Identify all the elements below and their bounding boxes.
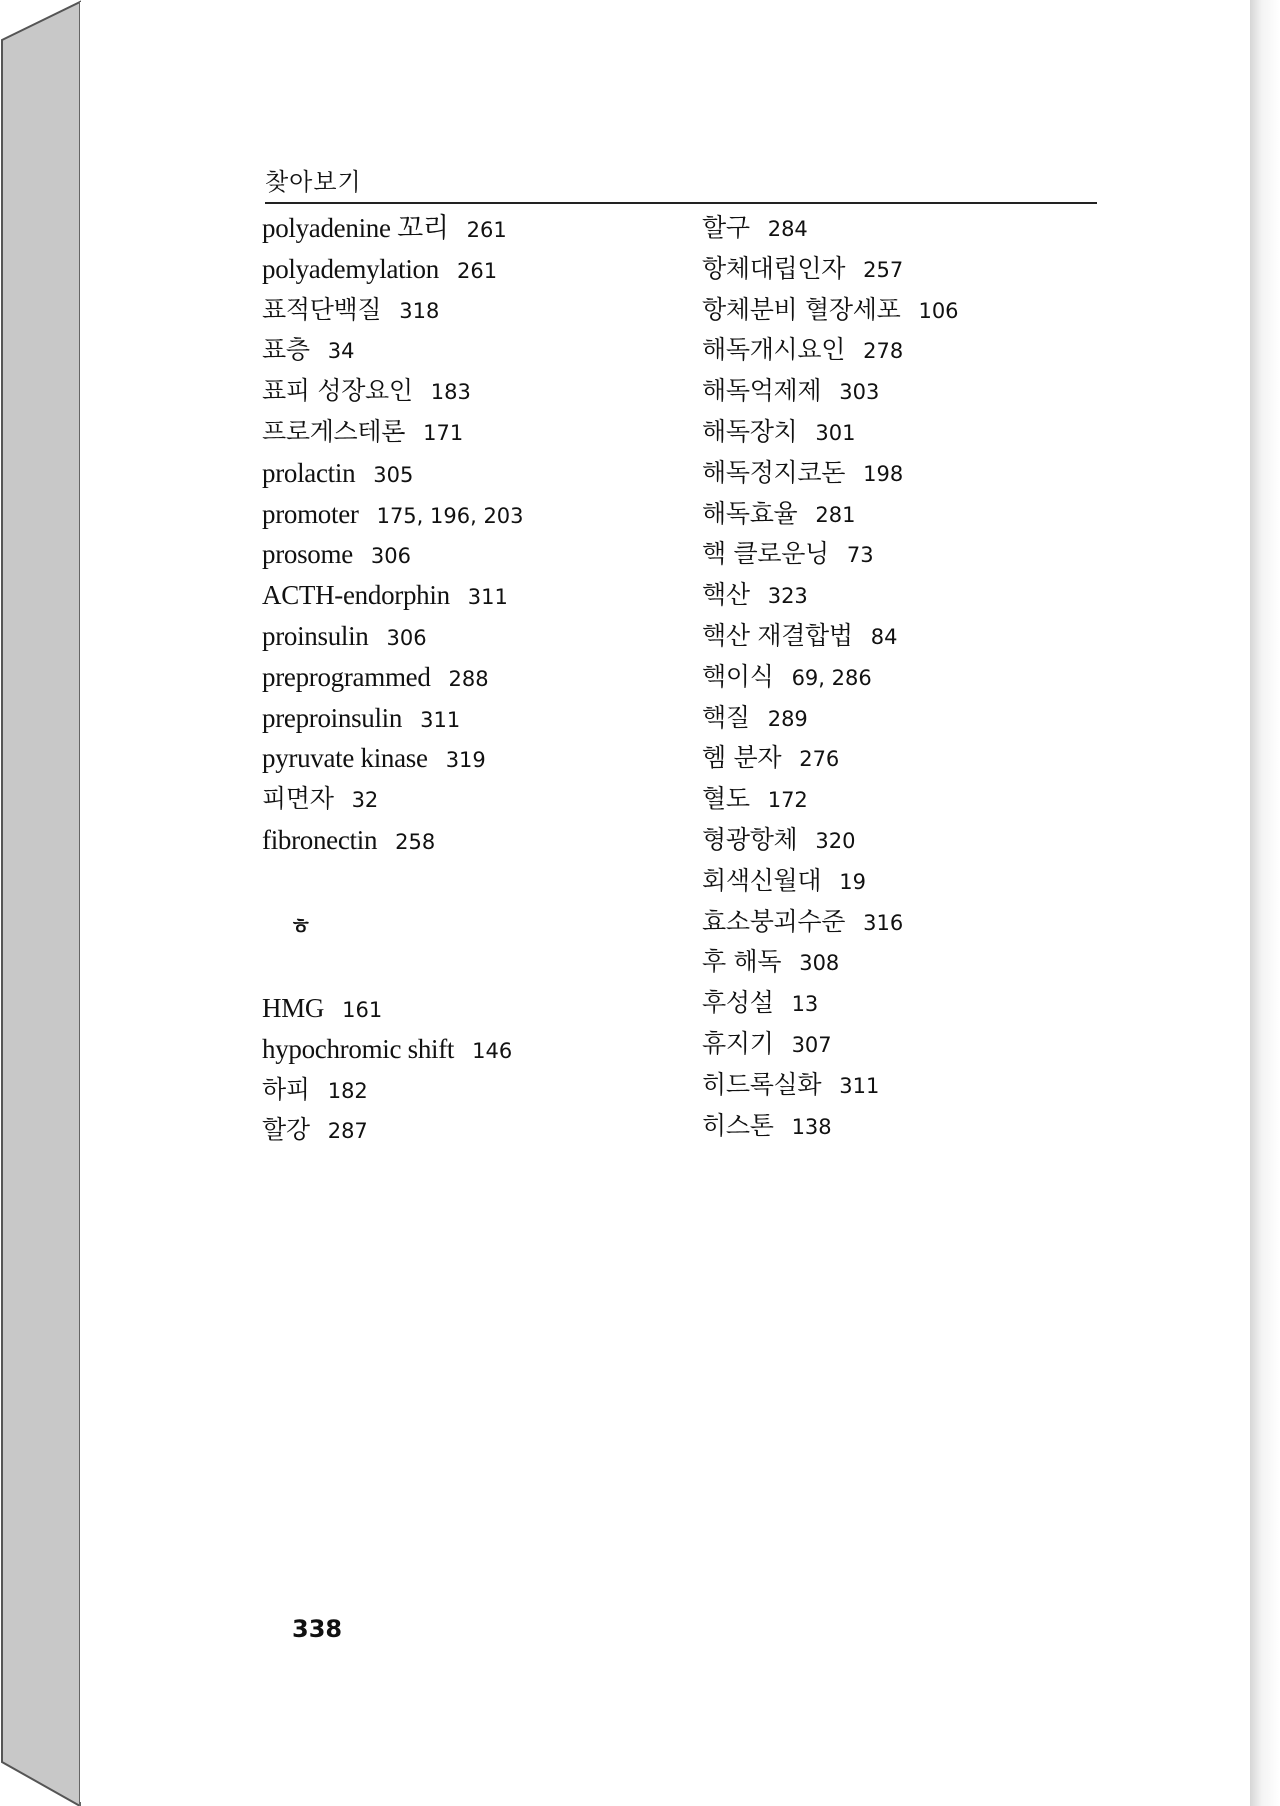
index-page-refs: 69, 286 bbox=[791, 665, 872, 690]
index-term: 할강 bbox=[262, 1115, 310, 1145]
index-entry bbox=[702, 822, 856, 858]
index-entry bbox=[702, 944, 839, 980]
index-term: 후성설 bbox=[702, 988, 774, 1018]
index-page-refs: 175, 196, 203 bbox=[376, 503, 524, 528]
index-term: 프로게스테론 bbox=[262, 417, 406, 446]
index-term: 후 해독 bbox=[702, 947, 782, 977]
section-letter-heading: ㅎ bbox=[290, 915, 312, 940]
index-term: 휴지기 bbox=[702, 1029, 774, 1058]
index-page-refs: 278 bbox=[863, 339, 904, 364]
index-entry bbox=[702, 659, 872, 695]
index-term: prolactin bbox=[262, 457, 356, 488]
index-page-refs: 311 bbox=[420, 707, 461, 732]
index-entry bbox=[702, 414, 856, 450]
index-page-refs: 319 bbox=[445, 748, 486, 773]
index-page-refs: 288 bbox=[448, 666, 489, 691]
index-page-refs: 306 bbox=[370, 544, 411, 569]
index-entry bbox=[262, 210, 507, 246]
index-term: 핵 클로운닝 bbox=[702, 539, 829, 569]
index-entry bbox=[702, 373, 879, 409]
index-entry bbox=[262, 1031, 512, 1067]
index-term: 해독효율 bbox=[702, 498, 798, 528]
index-page-refs: 323 bbox=[767, 584, 808, 609]
index-term: prosome bbox=[262, 539, 353, 570]
index-term: 히드록실화 bbox=[702, 1069, 822, 1099]
index-page-refs: 13 bbox=[791, 992, 819, 1017]
index-entry bbox=[702, 740, 839, 776]
index-page-refs: 198 bbox=[863, 461, 904, 486]
index-page-refs: 316 bbox=[863, 910, 904, 935]
index-page-refs: 261 bbox=[456, 258, 498, 283]
index-term: 해독장치 bbox=[702, 417, 798, 446]
index-entry bbox=[262, 1112, 368, 1148]
index-entry bbox=[702, 1067, 879, 1103]
index-page-refs: 289 bbox=[767, 706, 808, 731]
index-entry bbox=[702, 618, 897, 654]
index-entry bbox=[702, 577, 808, 613]
index-entry bbox=[262, 618, 427, 654]
index-entry bbox=[702, 496, 856, 532]
page-title: 찾아보기 bbox=[265, 168, 362, 196]
index-page-refs: 146 bbox=[472, 1038, 513, 1063]
index-page-refs: 320 bbox=[815, 829, 856, 853]
index-term: 항체분비 혈장세포 bbox=[702, 294, 901, 324]
index-entry bbox=[702, 1026, 832, 1062]
index-page-refs: 311 bbox=[839, 1073, 880, 1098]
index-term: 피면자 bbox=[262, 784, 334, 814]
index-term: 히스톤 bbox=[702, 1110, 774, 1140]
index-entry bbox=[262, 373, 471, 409]
index-entry bbox=[702, 210, 808, 246]
index-term: 표층 bbox=[262, 335, 310, 365]
index-term: 회색신월대 bbox=[702, 865, 822, 895]
index-entry bbox=[702, 455, 903, 491]
index-page-refs: 182 bbox=[327, 1078, 368, 1103]
page-header bbox=[265, 158, 1097, 204]
index-term: 효소붕괴수준 bbox=[702, 906, 846, 936]
index-entry bbox=[262, 659, 489, 695]
index-page-refs: 257 bbox=[863, 257, 904, 282]
index-page-refs: 32 bbox=[351, 788, 379, 813]
index-term: 혈도 bbox=[702, 784, 750, 814]
index-term: 핵질 bbox=[702, 702, 750, 732]
index-entry bbox=[262, 496, 524, 532]
index-page-refs: 183 bbox=[430, 380, 471, 405]
index-page-refs: 161 bbox=[342, 998, 383, 1022]
index-entry bbox=[262, 536, 411, 572]
index-page-refs: 311 bbox=[467, 585, 508, 610]
index-entry bbox=[262, 414, 463, 450]
index-term: 항체대립인자 bbox=[702, 253, 846, 283]
index-term: proinsulin bbox=[262, 621, 369, 651]
index-term: HMG bbox=[262, 993, 325, 1023]
index-page-refs: 284 bbox=[767, 217, 808, 241]
index-entry bbox=[262, 781, 378, 817]
index-page-refs: 34 bbox=[327, 339, 355, 364]
index-entry bbox=[702, 904, 903, 940]
index-term: hypochromic shift bbox=[262, 1033, 455, 1064]
index-page-refs: 172 bbox=[767, 788, 808, 813]
index-entry bbox=[702, 292, 959, 328]
index-term: 표적단백질 bbox=[262, 294, 382, 324]
index-page-refs: 73 bbox=[846, 543, 874, 568]
index-term: 핵산 bbox=[702, 580, 750, 610]
index-term: promoter bbox=[262, 498, 359, 529]
index-term: 해독억제제 bbox=[702, 376, 822, 406]
index-term: 핵산 재결합법 bbox=[702, 621, 853, 650]
index-entry bbox=[702, 251, 903, 287]
index-entry bbox=[262, 251, 497, 287]
index-page-refs: 287 bbox=[327, 1119, 368, 1144]
index-term: preprogrammed bbox=[262, 661, 431, 692]
index-entry bbox=[702, 536, 874, 572]
index-page-refs: 306 bbox=[386, 626, 427, 650]
page-number: 338 bbox=[292, 1615, 343, 1643]
index-term: pyruvate kinase bbox=[262, 743, 428, 774]
index-page-refs: 171 bbox=[423, 421, 464, 445]
index-page-refs: 106 bbox=[918, 298, 959, 323]
book-page bbox=[80, 2, 1250, 1802]
index-page-refs: 305 bbox=[373, 462, 414, 487]
index-term: 헴 분자 bbox=[702, 743, 782, 773]
index-page-refs: 258 bbox=[395, 830, 436, 854]
index-entry bbox=[262, 455, 413, 491]
index-entry bbox=[262, 822, 435, 858]
index-page-refs: 261 bbox=[466, 218, 507, 242]
index-entry bbox=[702, 781, 808, 817]
index-page-refs: 138 bbox=[791, 1114, 832, 1139]
index-term: polyadenine 꼬리 bbox=[262, 213, 449, 243]
index-term: 해독정지코돈 bbox=[702, 457, 846, 487]
index-entry bbox=[262, 1072, 368, 1108]
index-entry bbox=[702, 332, 903, 368]
index-entry bbox=[262, 740, 486, 776]
index-page-refs: 276 bbox=[799, 747, 840, 772]
index-term: 핵이식 bbox=[702, 661, 774, 691]
index-entry bbox=[262, 292, 439, 328]
index-entry bbox=[262, 332, 354, 368]
index-page-refs: 307 bbox=[791, 1033, 832, 1057]
index-term: preproinsulin bbox=[262, 702, 403, 733]
index-page-refs: 303 bbox=[839, 380, 880, 405]
index-page-refs: 281 bbox=[815, 502, 856, 527]
index-page-refs: 84 bbox=[870, 625, 898, 649]
index-term: 할구 bbox=[702, 213, 750, 242]
index-term: 하피 bbox=[262, 1074, 310, 1104]
index-entry bbox=[702, 1108, 832, 1144]
index-page-refs: 301 bbox=[815, 421, 856, 445]
index-entry bbox=[702, 985, 818, 1021]
index-term: 해독개시요인 bbox=[702, 335, 846, 365]
index-entry bbox=[702, 863, 866, 899]
index-page-refs: 318 bbox=[399, 298, 440, 323]
index-entry bbox=[262, 990, 382, 1026]
index-entry bbox=[262, 700, 460, 736]
index-term: ACTH-endorphin bbox=[262, 580, 450, 611]
index-term: 형광항체 bbox=[702, 825, 798, 854]
index-term: polyademylation bbox=[262, 253, 439, 284]
page-edge-shadow bbox=[1250, 0, 1280, 1806]
index-term: fibronectin bbox=[262, 825, 378, 855]
index-page-refs: 308 bbox=[799, 951, 840, 976]
index-term: 표피 성장요인 bbox=[262, 376, 413, 406]
index-page-refs: 19 bbox=[839, 869, 866, 894]
index-entry bbox=[702, 700, 808, 736]
index-entry bbox=[262, 577, 508, 613]
